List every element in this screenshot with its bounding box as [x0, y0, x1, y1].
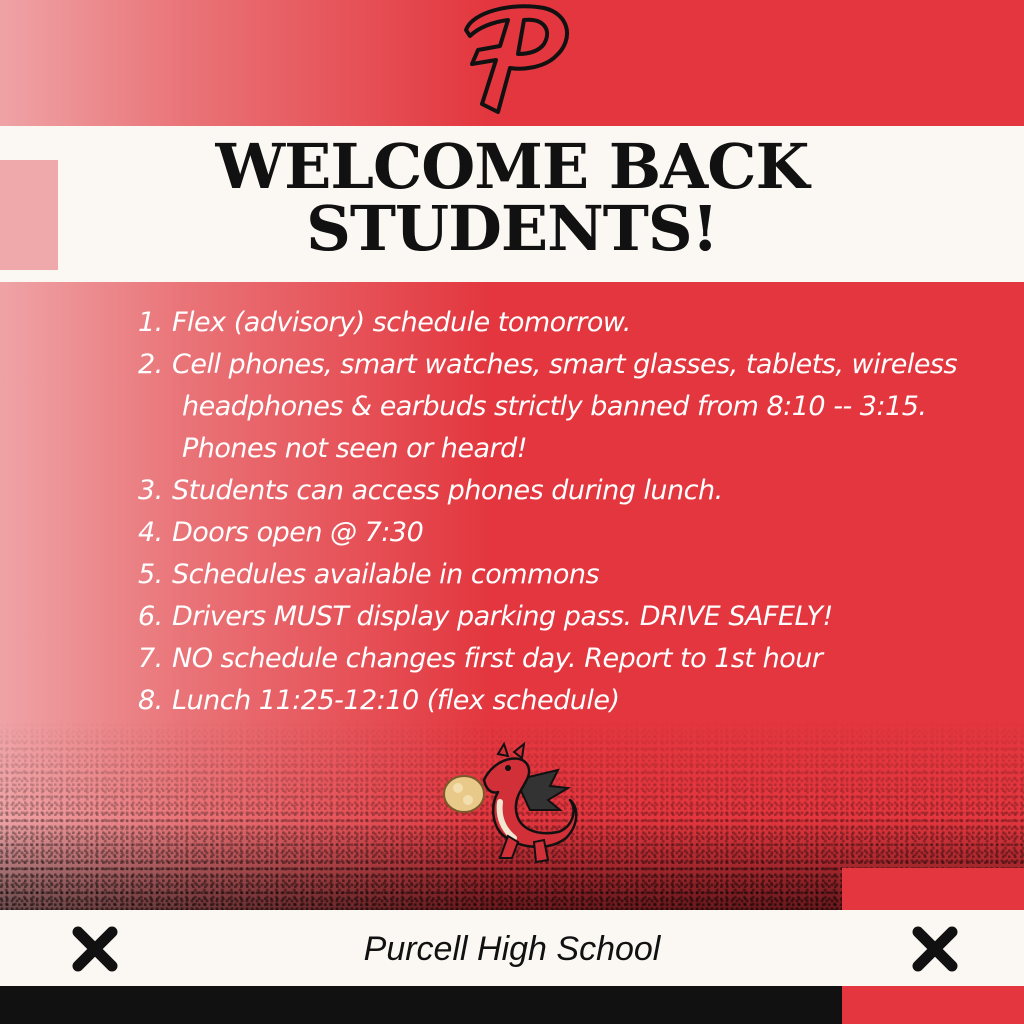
item-text: Schedules available in commons: [172, 559, 600, 590]
bottom-dark-strip: [0, 986, 842, 1024]
list-item: [138, 512, 968, 554]
title-line-1: WELCOME BACK: [215, 130, 809, 203]
item-text: Lunch 11:25-12:10 (flex schedule): [172, 685, 620, 716]
list-item: [138, 302, 968, 344]
item-number: 4.: [138, 517, 163, 548]
list-item: [138, 680, 968, 722]
item-number: 2.: [138, 349, 163, 380]
announcement-list: [138, 302, 968, 722]
item-number: 5.: [138, 559, 163, 590]
school-name: Purcell High School: [363, 930, 661, 968]
item-number: 1.: [138, 307, 163, 338]
item-number: 6.: [138, 601, 163, 632]
item-text: Flex (advisory) schedule tomorrow.: [172, 307, 631, 338]
school-p-logo-icon: [452, 0, 574, 118]
page-title: [0, 130, 1024, 265]
item-text: Doors open @ 7:30: [172, 517, 424, 548]
list-item: [138, 344, 968, 470]
item-text: Drivers MUST display parking pass. DRIVE SAFELY!: [172, 601, 833, 632]
list-item: [138, 638, 968, 680]
list-item: [138, 470, 968, 512]
item-number: 3.: [138, 475, 163, 506]
title-line-2: STUDENTS!: [306, 192, 718, 265]
dragon-mascot-icon: [438, 740, 588, 870]
item-number: 8.: [138, 685, 163, 716]
item-text: Students can access phones during lunch.: [172, 475, 723, 506]
list-item: [138, 554, 968, 596]
item-number: 7.: [138, 643, 163, 674]
x-mark-icon: [70, 924, 120, 974]
x-mark-icon: [910, 924, 960, 974]
item-text: NO schedule changes first day. Report to 1st hour: [172, 643, 823, 674]
list-item: [138, 596, 968, 638]
item-text: Cell phones, smart watches, smart glasses, tablets, wireless headphones & earbuds strictly banned from 8:10 -- 3:15. Phones not seen or heard!: [172, 349, 958, 464]
